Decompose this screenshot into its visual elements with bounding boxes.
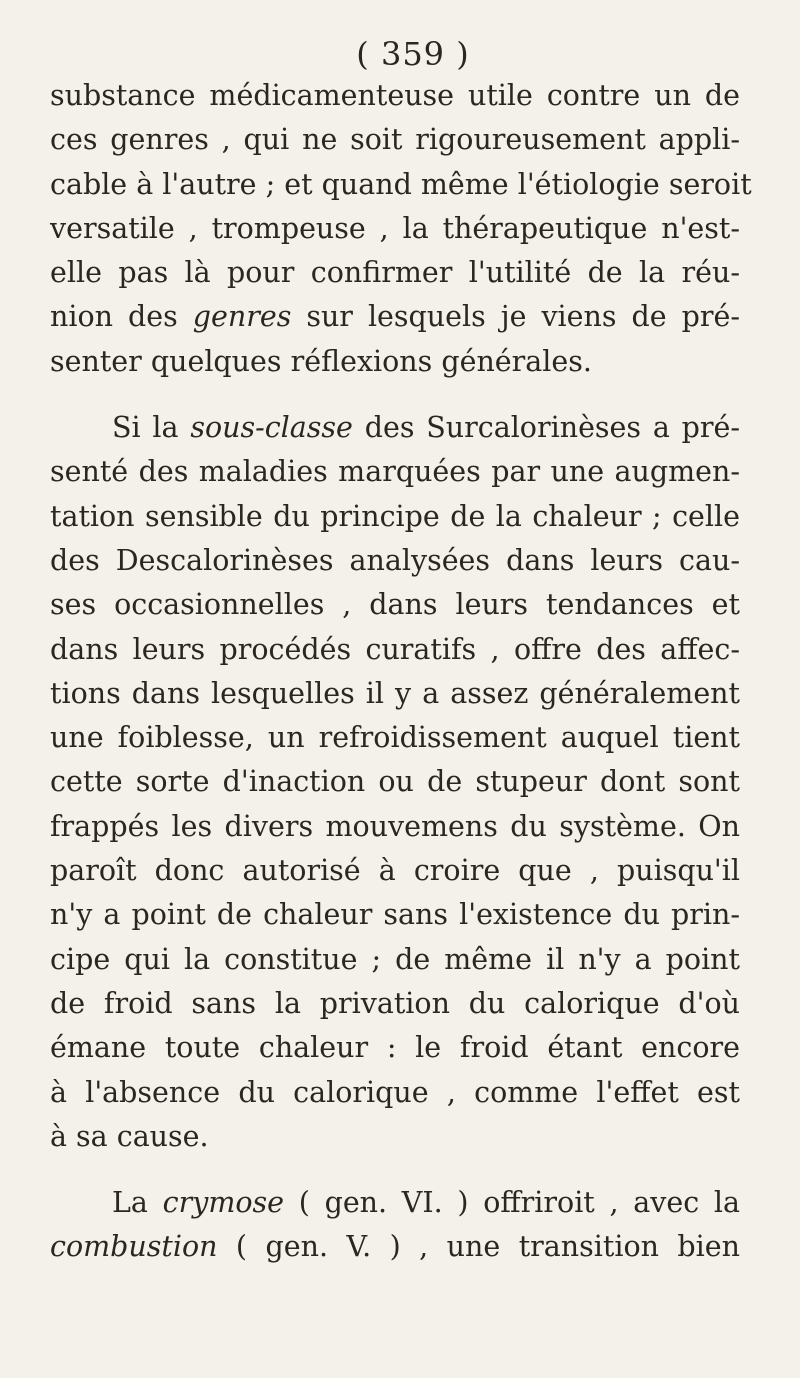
text-line: senter quelques réflexions générales. bbox=[50, 344, 592, 378]
text-line: versatile , trompeuse , la thérapeutique n'est- bbox=[50, 211, 740, 245]
text-line: senté des maladies marquées par une augmen- bbox=[50, 455, 740, 489]
text-line: une foiblesse, un refroidissement auquel tient bbox=[50, 721, 740, 755]
text-line: dans leurs procédés curatifs , offre des affec- bbox=[50, 632, 740, 666]
text-line: émane toute chaleur : le froid étant encore bbox=[50, 1031, 740, 1065]
text-line: substance médicamenteuse utile contre un de bbox=[50, 79, 740, 112]
text-line: frappés les divers mouvemens du système. On bbox=[50, 809, 740, 843]
text-line: tions dans lesquelles il y a assez généralement bbox=[50, 676, 740, 710]
text-line: cipe qui la constitue ; de même il n'y a point bbox=[50, 942, 740, 976]
text-line: ses occasionnelles , dans leurs tendances et bbox=[50, 588, 740, 622]
text-line: Si la sous-classe des Surcalorinèses a pré- bbox=[112, 411, 740, 445]
paragraph-1 bbox=[50, 74, 752, 384]
page-number: ( 359 ) bbox=[356, 35, 470, 73]
paragraph-gap bbox=[50, 384, 740, 406]
text-line: cette sorte d'inaction ou de stupeur dont sont bbox=[50, 765, 740, 799]
text-line: elle pas là pour confirmer l'utilité de la réu- bbox=[50, 256, 740, 290]
text-line: de froid sans la privation du calorique d'où bbox=[50, 986, 740, 1020]
text-line: à sa cause. bbox=[50, 1119, 209, 1153]
text-line: combustion ( gen. V. ) , une transition bien bbox=[50, 1230, 740, 1264]
text-line: paroît donc autorisé à croire que , puisqu'il bbox=[50, 854, 740, 888]
text-line: ces genres , qui ne soit rigoureusement appli- bbox=[50, 123, 740, 157]
text-line: des Descalorinèses analysées dans leurs cau- bbox=[50, 543, 740, 577]
paragraph-gap bbox=[50, 1159, 740, 1181]
text-line: à l'absence du calorique , comme l'effet est bbox=[50, 1075, 740, 1109]
paragraph-3 bbox=[50, 1181, 740, 1270]
text-line: n'y a point de chaleur sans l'existence du prin- bbox=[50, 898, 740, 932]
paragraph-2 bbox=[50, 406, 740, 1159]
text-line: La crymose ( gen. VI. ) offriroit , avec la bbox=[112, 1186, 740, 1220]
book-page bbox=[50, 34, 752, 1270]
text-line: nion des genres sur lesquels je viens de pré- bbox=[50, 300, 741, 334]
text-line: cable à l'autre ; et quand même l'étiologie seroit bbox=[50, 167, 752, 201]
text-line: tation sensible du principe de la chaleur ; celle bbox=[50, 499, 740, 533]
